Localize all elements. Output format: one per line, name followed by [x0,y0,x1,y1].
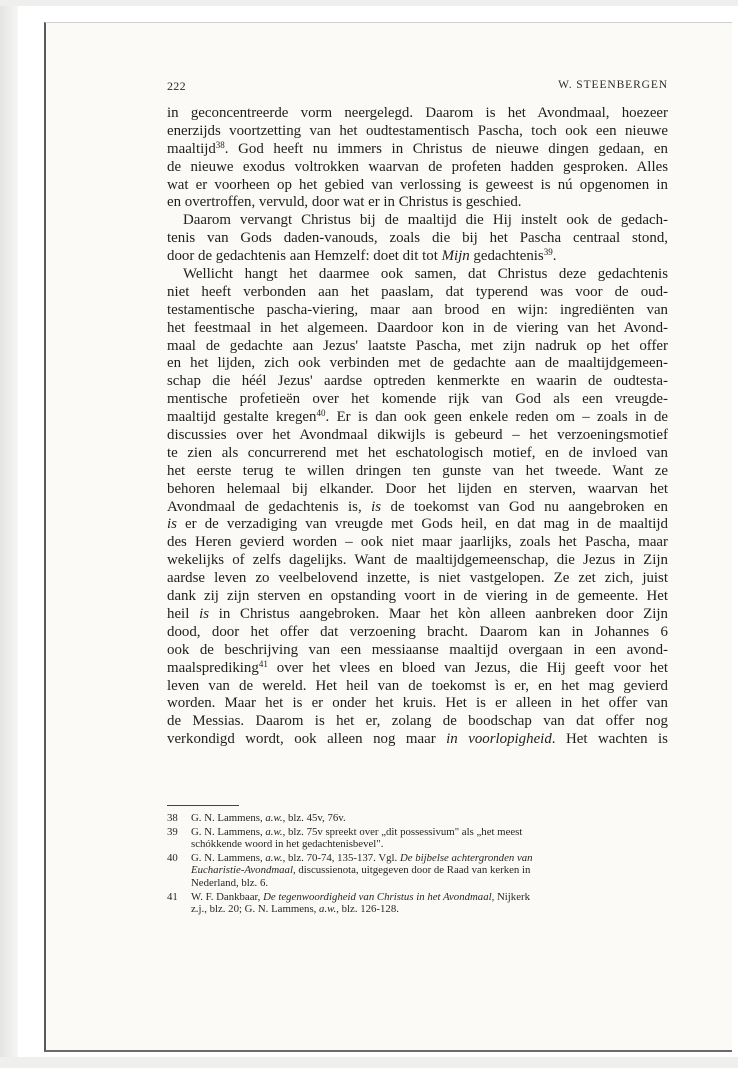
footnote-number: 39 [167,825,178,838]
text-line: maalsprediking$^{41}$ over het vlees en bloed van Jezus, die Hij geeft voor het [167,658,668,676]
text-line: en het lijden, zich ook verbinden met de gedachte aan de maaltijdgemeen- [167,355,668,372]
footnote-line: Eucharistie-Avondmaal, discussienota, uitgegeven door de Raad van kerken in [191,864,531,877]
footnote-ref[interactable]: 39 [543,247,553,258]
text-line: maaltijd gestalte kregen$^{40}$. Er is dan ook geen enkele reden om – zoals in de [167,408,668,426]
footnote-41 [167,891,668,916]
text-line: Wellicht hangt het daarmee ook samen, dat Christus deze gedachtenis [183,266,668,283]
text-line: enerzijds voortzetting van het oudtestamentisch Pascha, toch ook een nieuwe [167,122,668,139]
text-line: verkondigd wordt, ook alleen nog maar in voorlopigheid. Het wachten is [167,731,668,748]
text-line: niet heeft verbonden aan het paaslam, dat typerend was voor de oud- [167,283,668,300]
body-text [167,105,668,749]
text-line: maaltijd$^{38}$. God heeft nu immers in Christus de nieuwe dingen gedaan, en [167,139,668,157]
footnote-divider [167,805,239,806]
text-line: dood, door het offer dat verzoening bracht. Daarom kan in Johannes 6 [167,623,668,640]
text-line: Daarom vervangt Christus bij de maaltijd die Hij instelt ook de gedach- [183,212,668,229]
page-number: 222 [167,79,186,93]
text-line: maal de gedachte aan Jezus' laatste Pascha, met zijn nadruk op het offer [167,337,668,354]
text-line: het feestmaal in het algemeen. Daardoor kon in de viering van het Avond- [167,319,668,336]
text-line: te zien als concurrerend met het eschatologisch motief, en de invloed van [167,444,668,461]
scan-edge-left [0,0,18,1068]
text-line: de Messias. Daarom is het er, zolang de boodschap van dat offer nog [167,713,668,730]
scan-edge-top [0,0,738,6]
text-line: tenis van Gods daden-vanouds, zoals die bij het Pascha centraal stond, [167,230,668,247]
text-line: behoren helemaal bij elkander. Door het lijden en sterven, waarvan het [167,480,668,497]
text-line: heil is in Christus aangebroken. Maar het kòn alleen aanbreken door Zijn [167,605,668,622]
text-line: dank zij zijn sterven en opstanding voort in de viering in de gemeente. Het [167,588,668,605]
text-line: Avondmaal de gedachtenis is, is de toekomst van God nu aangebroken en [167,498,668,515]
footnotes [167,812,668,917]
text-line: in geconcentreerde vorm neergelegd. Daarom is het Avondmaal, hoezeer [167,105,668,121]
text-line: de nieuwe exodus voltrokken waarvan de profeten hadden gesproken. Alles [167,158,668,175]
footnote-number: 41 [167,890,178,903]
running-head [167,79,668,95]
text-line: wat er voorheen op het gebied van verlossing is geweest is nú opgenomen in [167,176,668,193]
footnote-line: schókkende woord in het gedachtenisbevel". [191,838,384,851]
footnote-40 [167,852,668,890]
text-line: door de gedachtenis aan Hemzelf: doet dit tot Mijn gedachtenis$^{39}$. [167,247,557,265]
footnote-line: z.j., blz. 20; G. N. Lammens, a.w., blz. 126-128. [191,903,399,916]
text-line: is er de verzadiging van vreugde met Gods heil, en dat mag in de maaltijd [167,516,668,533]
footnote-number: 38 [167,812,178,824]
running-head-author: W. STEENBERGEN [558,79,668,91]
footnote-38 [167,812,668,825]
text-line: wekelijks of zelfs dagelijks. Want de maaltijdgemeenschap, die Jezus in Zijn [167,552,668,569]
footnote-line: Nederland, blz. 6. [191,876,269,889]
text-line: mentische profetieën over het komende rijk van God als een vreugde- [167,391,668,408]
text-line: en overtroffen, vervuld, door wat er in Christus is geschied. [167,194,522,211]
footnote-ref[interactable]: 38 [215,139,225,150]
footnote-line: G. N. Lammens, a.w., blz. 75v spreekt over „dit possessivum" als „het meest [191,825,523,838]
text-line: worden. Maar het is er onder het kruis. Het is er alleen in het offer van [167,695,668,712]
footnote-line: W. F. Dankbaar, De tegenwoordigheid van Christus in het Avondmaal, Nijkerk [191,890,530,903]
text-line: leven van de wereld. Het heil van de toekomst ìs er, en het mag gevierd [167,677,668,694]
footnote-ref[interactable]: 40 [316,408,326,419]
footnote-ref[interactable]: 41 [258,658,268,669]
text-line: ook de beschrijving van een messiaanse maaltijd overgaan in een avond- [167,641,668,658]
text-line: testamentische pascha-viering, maar aan brood en wijn: ingrediënten van [167,301,668,318]
text-line: des Heren gevierd worden – ook niet maar jaarlijks, zoals het Pascha, maar [167,534,668,551]
text-line: discussies over het Avondmaal dikwijls is gebeurd – het verzoeningsmotief [167,427,668,444]
scan-edge-bottom [0,1057,738,1068]
footnote-line: G. N. Lammens, a.w., blz. 70-74, 135-137. Vgl. De bijbelse achtergronden van [191,851,533,864]
footnote-39 [167,826,668,851]
footnote-line: G. N. Lammens, a.w., blz. 45v, 76v. [191,812,346,824]
text-line: schap die héél Jezus' aardse optreden kenmerkte en waarin de oudtesta- [167,373,668,390]
text-line: aardse leven zo veelbelovend inzette, is niet vastgelopen. Ze zet zich, juist [167,570,668,587]
text-line: het eerste terug te willen dringen ten gunste van het tweede. Want ze [167,462,668,479]
footnote-number: 40 [167,851,178,864]
